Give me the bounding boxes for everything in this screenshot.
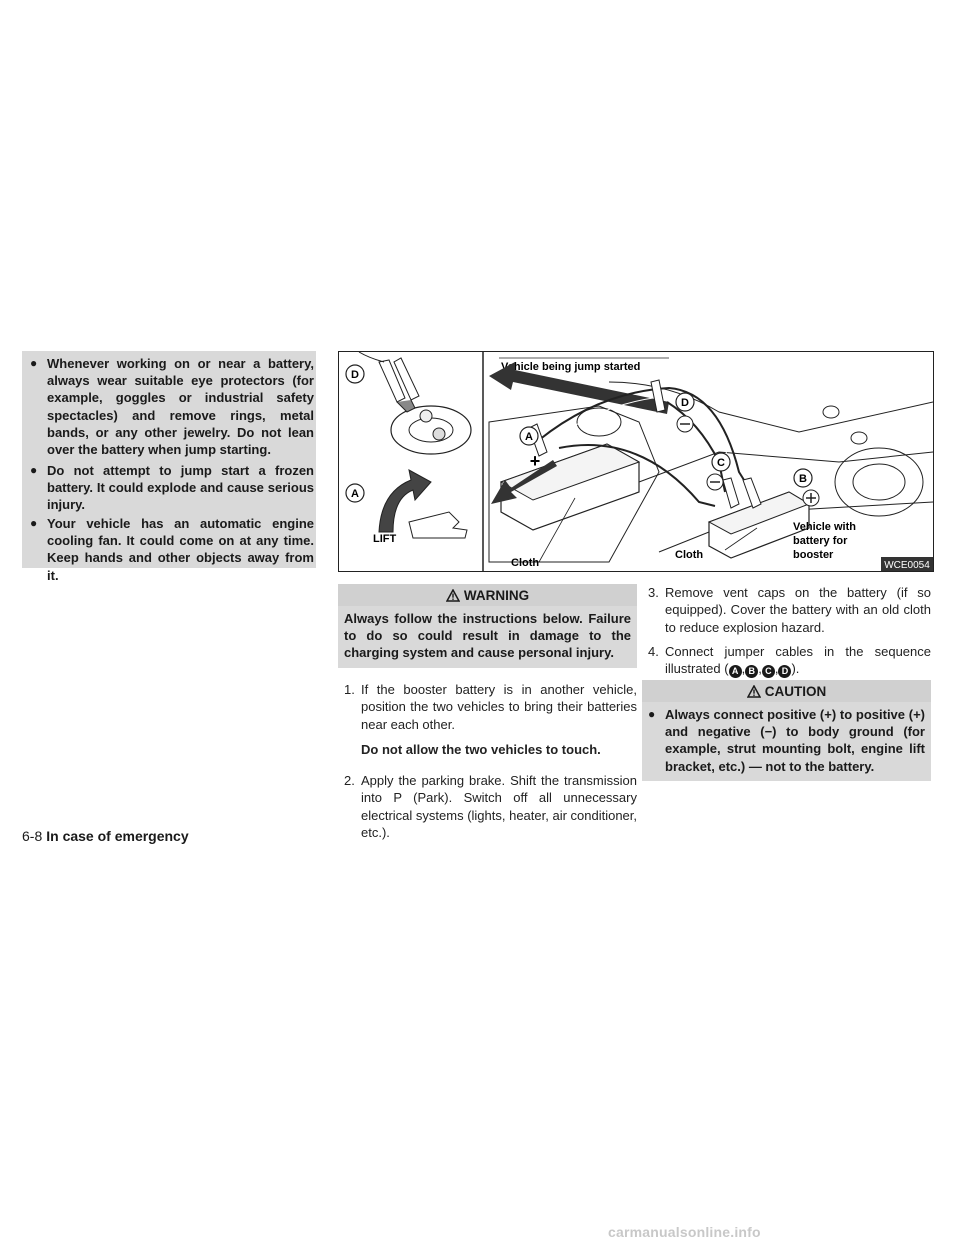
caution-title: CAUTION xyxy=(764,683,827,699)
step-number: 2. xyxy=(344,773,355,788)
label-booster-3: booster xyxy=(793,549,834,561)
seq-a-badge: A xyxy=(729,665,742,678)
figure-code: WCE0054 xyxy=(884,560,930,571)
label-c: C xyxy=(717,457,725,469)
step-bold-note: Do not allow the two vehicles to touch. xyxy=(361,742,601,758)
seq-c-badge: C xyxy=(762,665,775,678)
caution-body: Always connect positive (+) to positive (+) and negative (−) to body ground (for example, strut mounting bolt, engine lift bracket, etc.) — not to the battery. xyxy=(665,707,925,774)
label-d-inset: D xyxy=(351,369,359,381)
step-text: Apply the parking brake. Shift the transmission into P (Park). Switch off all unnecessary electrical systems (lights, heater, air conditioner, etc.). xyxy=(361,773,638,841)
label-cloth-2: Cloth xyxy=(675,549,704,561)
section-title: In case of emergency xyxy=(46,828,189,844)
step-text: Remove vent caps on the battery (if so equipped). Cover the battery with an old cloth to reduce explosion hazard. xyxy=(665,585,931,635)
page-number: 6-8 xyxy=(22,828,43,844)
watermark: carmanualsonline.info xyxy=(608,1224,761,1240)
bullet-text: Whenever working on or near a battery, always wear suitable eye protectors (for example, goggles or industrial safety spectacles) and remove rings, metal bands, or any other jewelry. Do not lean over the battery when jump starting. xyxy=(47,356,314,458)
page-footer xyxy=(22,828,189,844)
bullet-text: Do not attempt to jump start a frozen battery. It could explode and cause serious injury. xyxy=(47,463,314,513)
warning-body: Always follow the instructions below. Failure to do so could result in damage to the charging system and cause personal injury. xyxy=(344,611,631,661)
seq-d-badge: D xyxy=(778,665,791,678)
step-number: 3. xyxy=(648,585,659,600)
jump-start-illustration xyxy=(338,351,934,572)
label-lift: LIFT xyxy=(373,533,397,545)
label-a-inset: A xyxy=(351,488,359,500)
label-booster-2: battery for xyxy=(793,535,848,547)
step-number: 4. xyxy=(648,644,659,659)
step-text-end: ). xyxy=(791,661,800,677)
warning-title: WARNING xyxy=(463,587,530,603)
bullet-cooling-fan xyxy=(30,515,314,584)
bullet-icon: ● xyxy=(30,356,38,370)
label-booster-1: Vehicle with xyxy=(793,521,856,533)
bullet-frozen-battery xyxy=(30,462,314,514)
bullet-text: Your vehicle has an automatic engine cooling fan. It could come on at any time. Keep hands and other objects away from it. xyxy=(47,516,314,583)
svg-text:+: + xyxy=(529,451,541,471)
step-number: 1. xyxy=(344,682,355,697)
seq-b-badge: B xyxy=(745,665,758,678)
bullet-icon: ● xyxy=(30,516,38,530)
label-b: B xyxy=(799,473,807,485)
warning-triangle-icon xyxy=(446,589,460,602)
label-a-main: A xyxy=(525,431,533,443)
bullet-icon: ● xyxy=(30,463,38,477)
label-cloth-1: Cloth xyxy=(511,557,540,569)
bullet-eye-protection xyxy=(30,355,314,458)
caution-box xyxy=(642,680,931,781)
warning-header xyxy=(338,584,637,606)
bullet-icon: ● xyxy=(648,707,656,721)
label-vehicle-jump: Vehicle being jump started xyxy=(501,361,641,373)
caution-header xyxy=(642,680,931,702)
step-text: If the booster battery is in another vehicle, position the two vehicles to bring their batteries near each other. xyxy=(361,682,637,732)
step-text: Connect jumper cables in the sequence illustrated ( xyxy=(665,644,931,677)
caution-triangle-icon xyxy=(747,685,761,698)
warning-box xyxy=(338,584,637,668)
label-d-main: D xyxy=(681,397,689,409)
